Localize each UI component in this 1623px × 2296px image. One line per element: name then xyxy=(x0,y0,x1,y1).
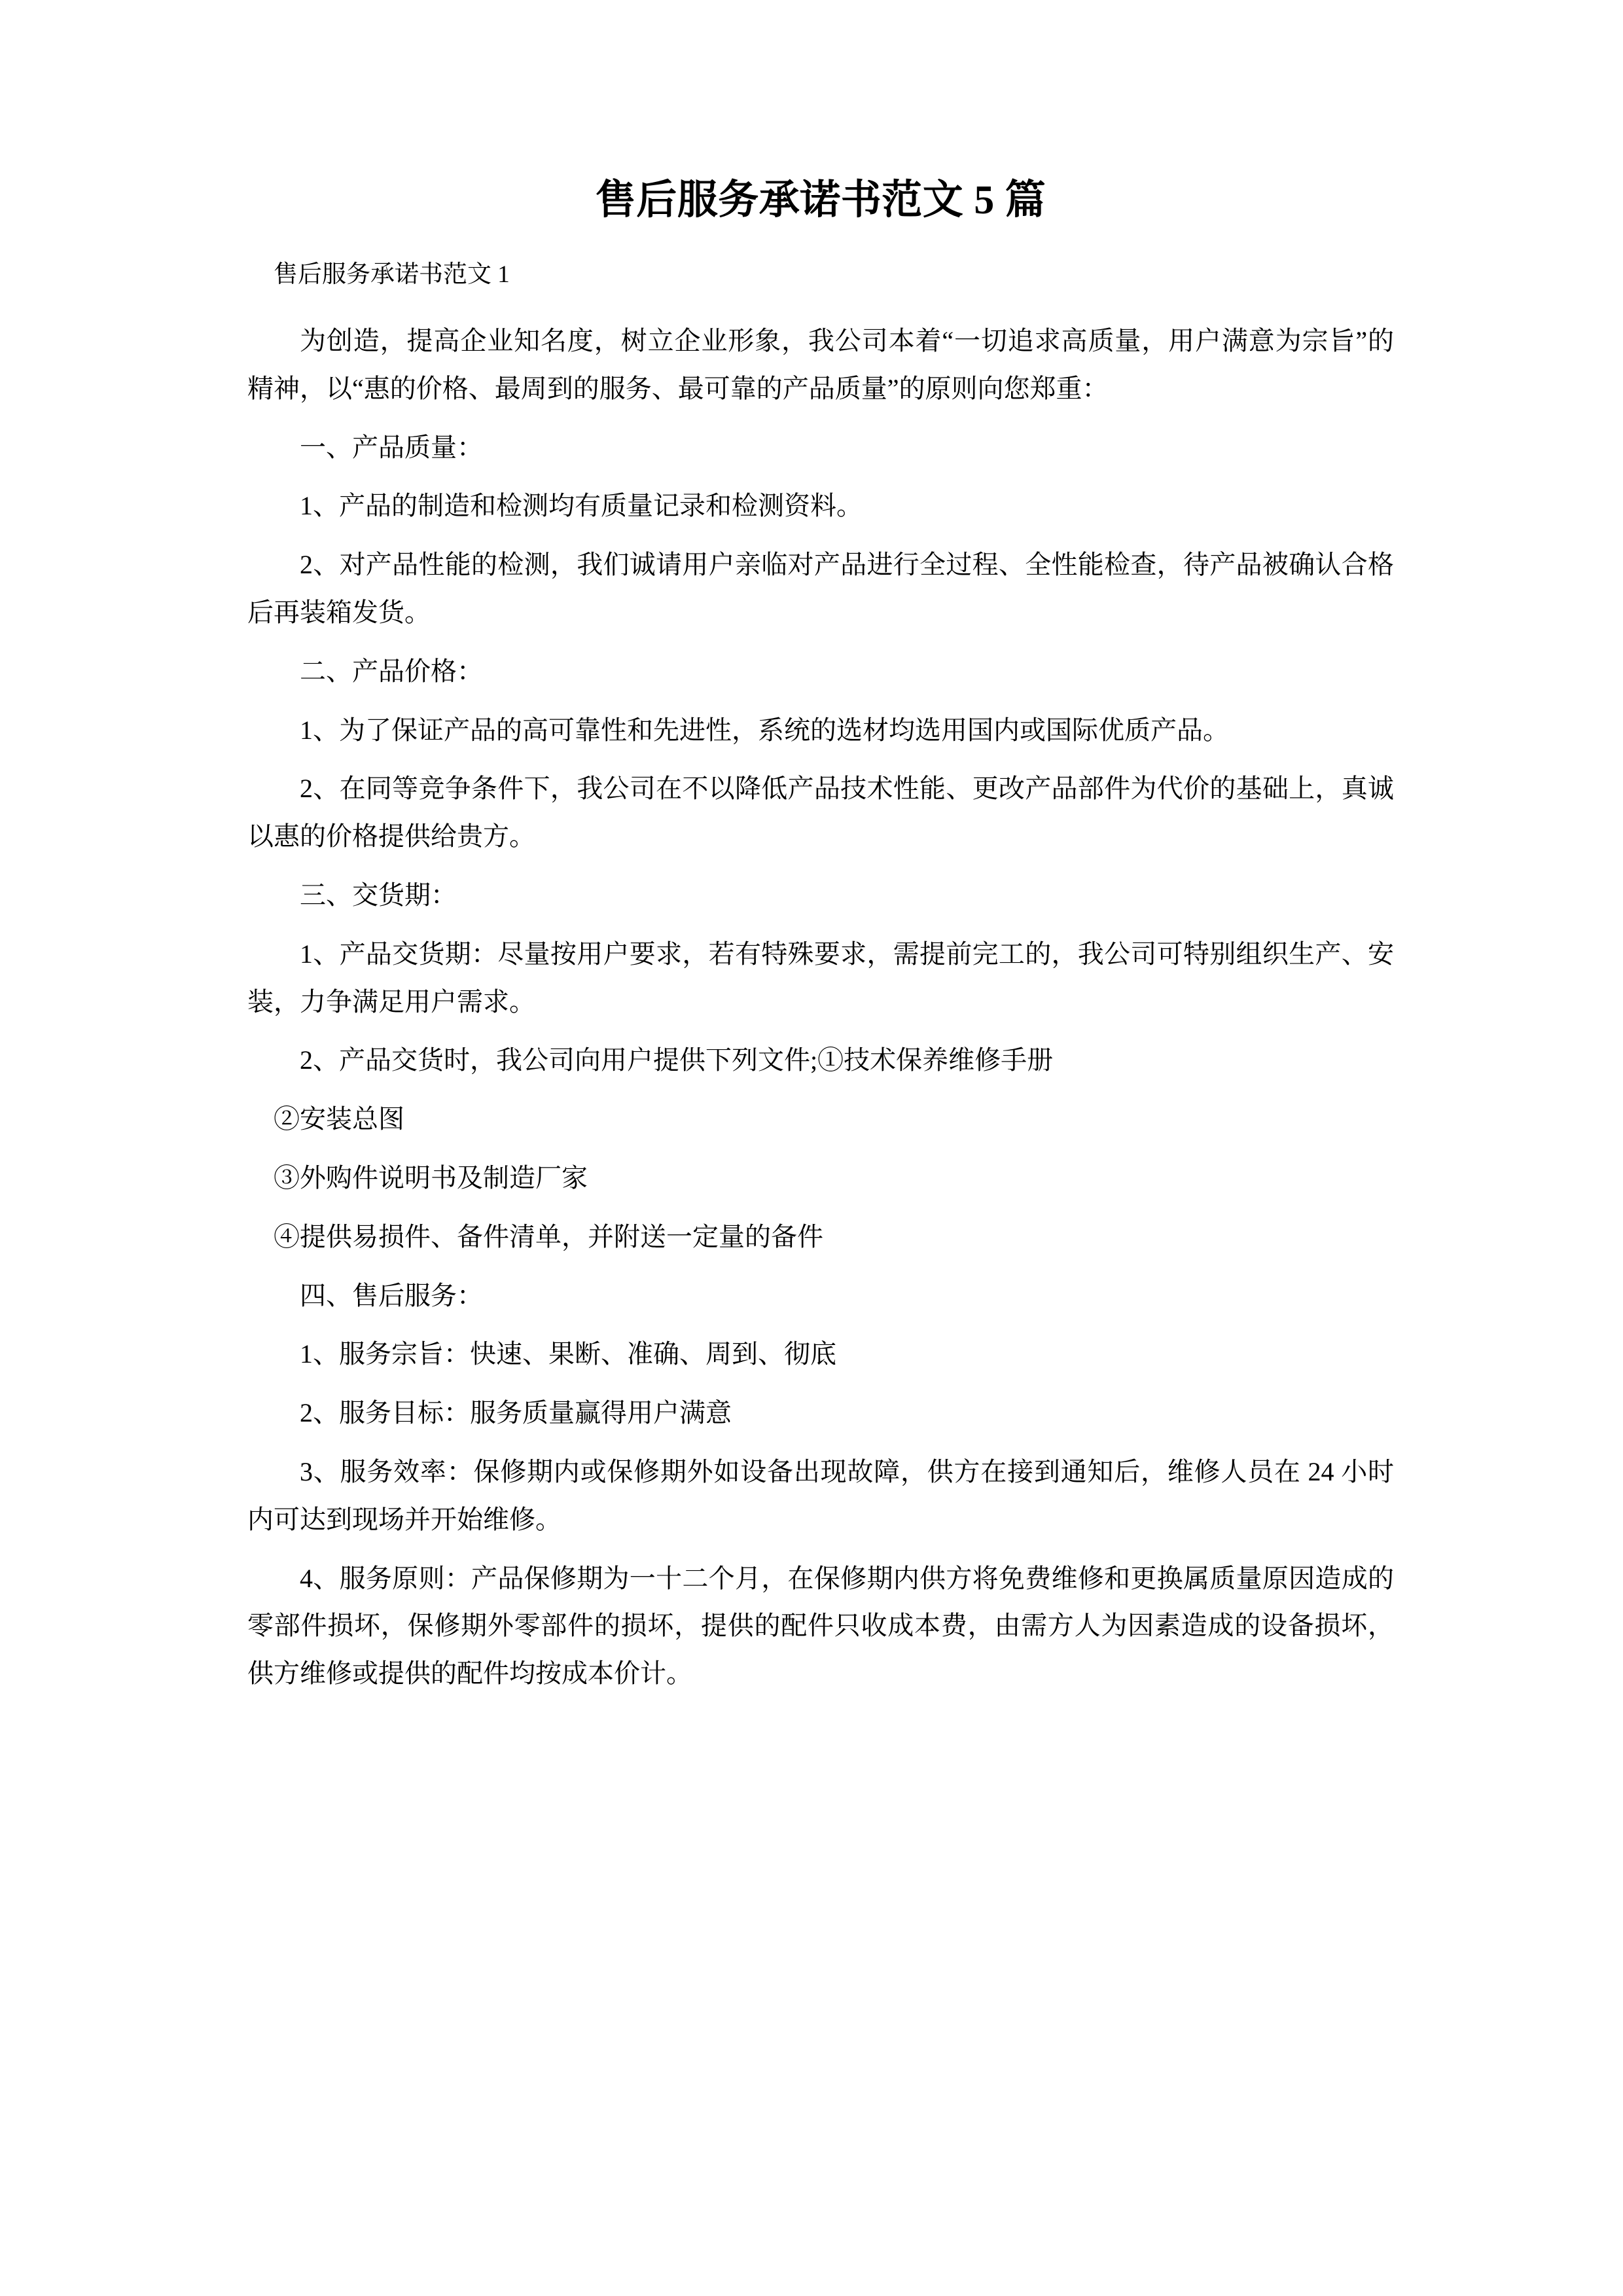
paragraph: ②安装总图 xyxy=(274,1104,404,1134)
paragraph: 四、售后服务： xyxy=(300,1280,483,1310)
paragraph: 2、在同等竞争条件下，我公司在不以降低产品技术性能、更改产品部件为代价的基础上，真诚以惠的价格提供给贵方。 xyxy=(247,774,1394,852)
document-body xyxy=(247,175,1394,1709)
paragraph: 1、产品的制造和检测均有质量记录和检测资料。 xyxy=(300,491,863,521)
paragraph: ④提供易损件、备件清单，并附送一定量的备件 xyxy=(274,1221,823,1251)
paragraph: 2、服务目标：服务质量赢得用户满意 xyxy=(300,1398,732,1428)
paragraph: 为创造，提高企业知名度，树立企业形象，我公司本着“一切追求高质量，用户满意为宗旨”的精神，以“惠的价格、最周到的服务、最可靠的产品质量”的原则向您郑重： xyxy=(247,326,1394,403)
document-subtitle: 售后服务承诺书范文 1 xyxy=(274,260,510,288)
paragraph: 2、产品交货时，我公司向用户提供下列文件;①技术保养维修手册 xyxy=(300,1045,1054,1075)
paragraph-list xyxy=(247,317,1394,1698)
paragraph: 二、产品价格： xyxy=(300,656,483,686)
paragraph: 一、产品质量： xyxy=(300,432,483,462)
paragraph: ③外购件说明书及制造厂家 xyxy=(274,1162,588,1193)
page-title: 售后服务承诺书范文 5 篇 xyxy=(595,178,1046,223)
paragraph: 三、交货期： xyxy=(300,880,457,910)
paragraph: 1、为了保证产品的高可靠性和先进性，系统的选材均选用国内或国际优质产品。 xyxy=(300,715,1229,745)
paragraph: 3、服务效率：保修期内或保修期外如设备出现故障，供方在接到通知后，维修人员在 24 小时内可达到现场并开始维修。 xyxy=(247,1456,1394,1534)
paragraph: 1、产品交货期：尽量按用户要求，若有特殊要求，需提前完工的，我公司可特别组织生产、安装，力争满足用户需求。 xyxy=(247,939,1394,1016)
paragraph: 1、服务宗旨：快速、果断、准确、周到、彻底 xyxy=(300,1339,836,1369)
paragraph: 4、服务原则：产品保修期为一十二个月，在保修期内供方将免费维修和更换属质量原因造成的零部件损坏，保修期外零部件的损坏，提供的配件只收成本费，由需方人为因素造成的设备损坏，供方维修或提供的配件均按成本价计。 xyxy=(247,1563,1394,1689)
paragraph: 2、对产品性能的检测，我们诚请用户亲临对产品进行全过程、全性能检查，待产品被确认合格后再装箱发货。 xyxy=(247,550,1394,627)
